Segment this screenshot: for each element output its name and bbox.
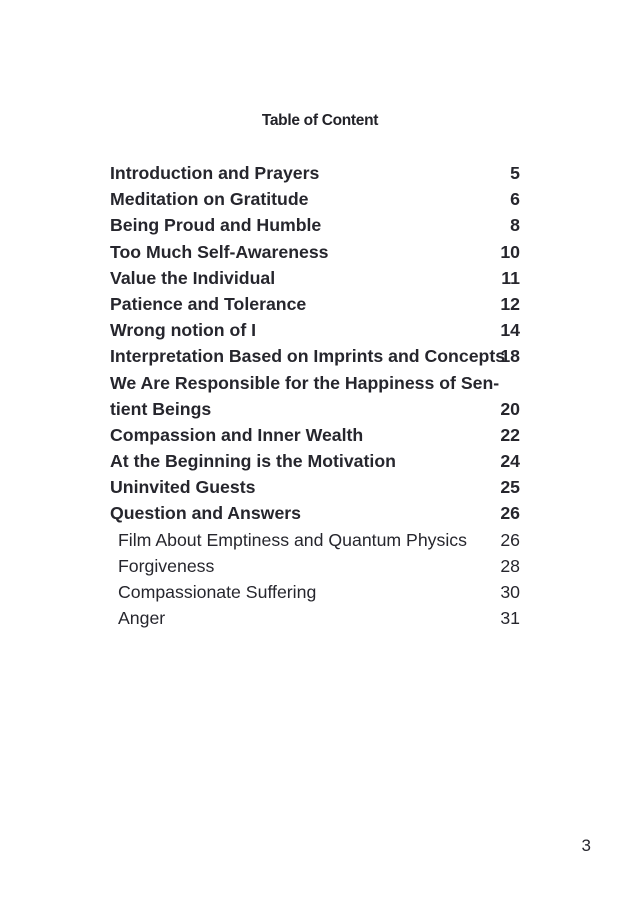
toc-entry [110, 343, 520, 369]
toc-entry [110, 291, 520, 317]
toc-entry-label: Film About Emptiness and Quantum Physics [118, 529, 467, 550]
toc-entry-page: 11 [501, 267, 520, 288]
toc-entry-label: Wrong notion of I [110, 320, 257, 341]
toc-entry-page: 12 [500, 293, 520, 314]
toc-entry [110, 500, 520, 526]
toc-entry-label: Meditation on Gratitude [110, 189, 309, 210]
toc-entry-label: Anger [118, 608, 166, 629]
toc-entry [110, 370, 520, 396]
toc-entry-label: Value the Individual [110, 267, 276, 288]
toc-entry-page: 14 [500, 320, 520, 341]
toc-entry-page: 30 [500, 582, 520, 602]
toc-entry-label: Compassion and Inner Wealth [110, 424, 364, 445]
toc-list [110, 160, 520, 631]
toc-entry-page: 25 [500, 477, 520, 498]
toc-entry [110, 527, 520, 553]
toc-entry [110, 396, 520, 422]
toc-entry-label: Question and Answers [110, 503, 301, 524]
toc-entry-label: Uninvited Guests [110, 477, 256, 498]
toc-entry-label: Forgiveness [118, 555, 215, 576]
toc-entry-label: We Are Responsible for the Happiness of Sen- [110, 372, 500, 393]
page-title: Table of Content [261, 112, 379, 129]
toc-entry [110, 579, 520, 605]
toc-entry-label: At the Beginning is the Motivation [110, 451, 396, 472]
toc-entry-page: 28 [500, 555, 520, 576]
toc-entry-page: 26 [500, 503, 520, 524]
toc-entry-label: Patience and Tolerance [110, 293, 307, 314]
toc-entry [110, 265, 520, 291]
toc-entry-label: Compassionate Suffering [118, 582, 317, 602]
toc-entry-label: Interpretation Based on Imprints and Concepts [110, 346, 506, 367]
toc-entry [110, 239, 520, 265]
toc-entry [110, 212, 520, 238]
toc-entry-page: 18 [500, 346, 520, 367]
toc-entry-label: Being Proud and Humble [110, 215, 322, 236]
toc-entry [110, 160, 520, 186]
toc-entry-page: 6 [510, 189, 520, 210]
toc-entry-page: 10 [500, 241, 520, 262]
toc-entry-page: 5 [510, 163, 520, 183]
toc-entry-page: 20 [500, 398, 520, 419]
toc-entry-label: Introduction and Prayers [110, 163, 320, 183]
toc-entry-label: tient Beings [110, 398, 212, 419]
toc-entry-page: 22 [500, 424, 520, 445]
toc-entry [110, 605, 520, 631]
toc-entry-page: 31 [500, 608, 520, 629]
toc-entry-page: 26 [500, 529, 520, 550]
toc-entry [110, 317, 520, 343]
toc-entry [110, 422, 520, 448]
toc-entry-page: 24 [500, 451, 520, 472]
footer-page-number: 3 [581, 836, 591, 855]
toc-entry [110, 186, 520, 212]
toc-entry [110, 553, 520, 579]
toc-entry [110, 448, 520, 474]
toc-entry [110, 474, 520, 500]
toc-entry-page: 8 [510, 215, 520, 236]
toc-entry-label: Too Much Self-Awareness [110, 241, 329, 262]
